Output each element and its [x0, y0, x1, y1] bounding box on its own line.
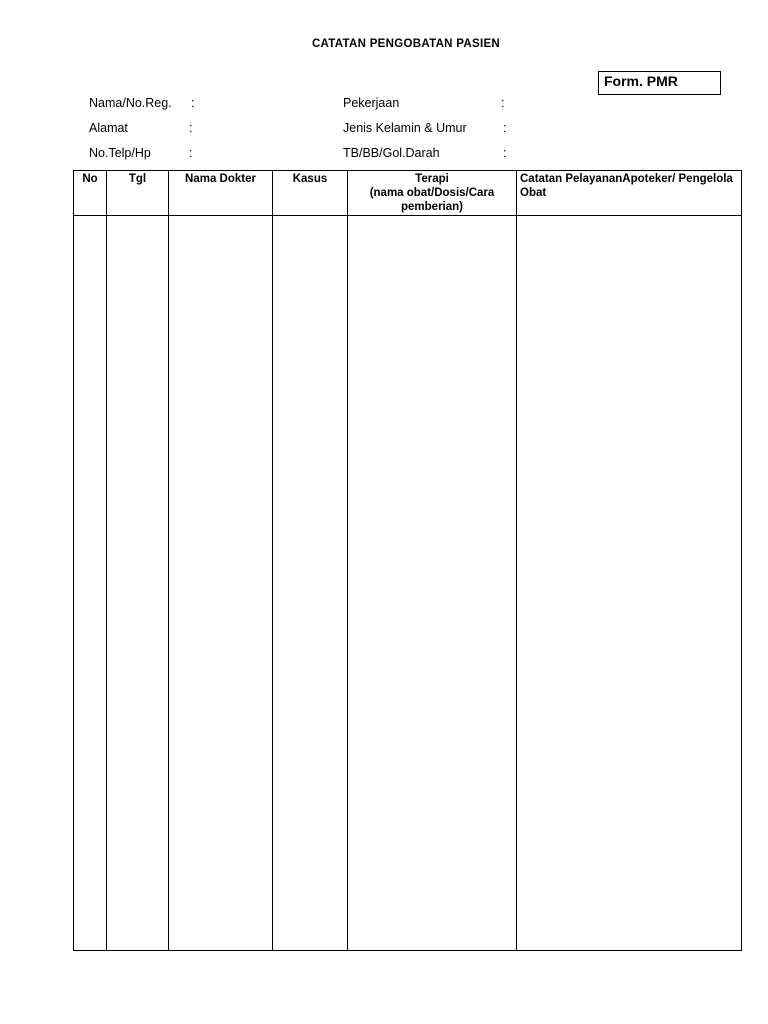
- cell-catatan[interactable]: [517, 216, 742, 951]
- col-header-nama-dokter: Nama Dokter: [169, 171, 273, 216]
- cell-kasus[interactable]: [273, 216, 348, 951]
- field-colon-pekerjaan: :: [501, 96, 505, 110]
- cell-no[interactable]: [74, 216, 107, 951]
- field-label-tb-bb: TB/BB/Gol.Darah: [343, 146, 440, 160]
- field-label-nama: Nama/No.Reg.: [89, 96, 172, 110]
- field-colon-tb-bb: :: [503, 146, 507, 160]
- field-label-pekerjaan: Pekerjaan: [343, 96, 400, 110]
- medication-log-table: [73, 170, 742, 951]
- col-header-terapi: [348, 171, 517, 216]
- col-header-tgl: Tgl: [107, 171, 169, 216]
- col-header-kasus: Kasus: [273, 171, 348, 216]
- field-colon-telp: :: [189, 146, 193, 160]
- col-header-catatan-pelayanan: Catatan PelayananApoteker/ Pengelola Obat: [517, 171, 742, 216]
- col-header-terapi-subtitle: (nama obat/Dosis/Cara pemberian): [369, 187, 495, 213]
- form-code-box: Form. PMR: [598, 71, 721, 95]
- field-label-jenis-kelamin: Jenis Kelamin & Umur: [343, 121, 467, 135]
- col-header-terapi-title: Terapi: [415, 173, 449, 185]
- cell-terapi[interactable]: [348, 216, 517, 951]
- page-title: CATATAN PENGOBATAN PASIEN: [311, 38, 501, 50]
- field-label-alamat: Alamat: [89, 121, 128, 135]
- table-header-row: [74, 171, 742, 216]
- field-colon-jenis-kelamin: :: [503, 121, 507, 135]
- cell-nama-dokter[interactable]: [169, 216, 273, 951]
- cell-tgl[interactable]: [107, 216, 169, 951]
- table-row: [74, 216, 742, 951]
- col-header-no: No: [74, 171, 107, 216]
- field-colon-nama: :: [191, 96, 195, 110]
- field-label-telp: No.Telp/Hp: [89, 146, 151, 160]
- field-colon-alamat: :: [189, 121, 193, 135]
